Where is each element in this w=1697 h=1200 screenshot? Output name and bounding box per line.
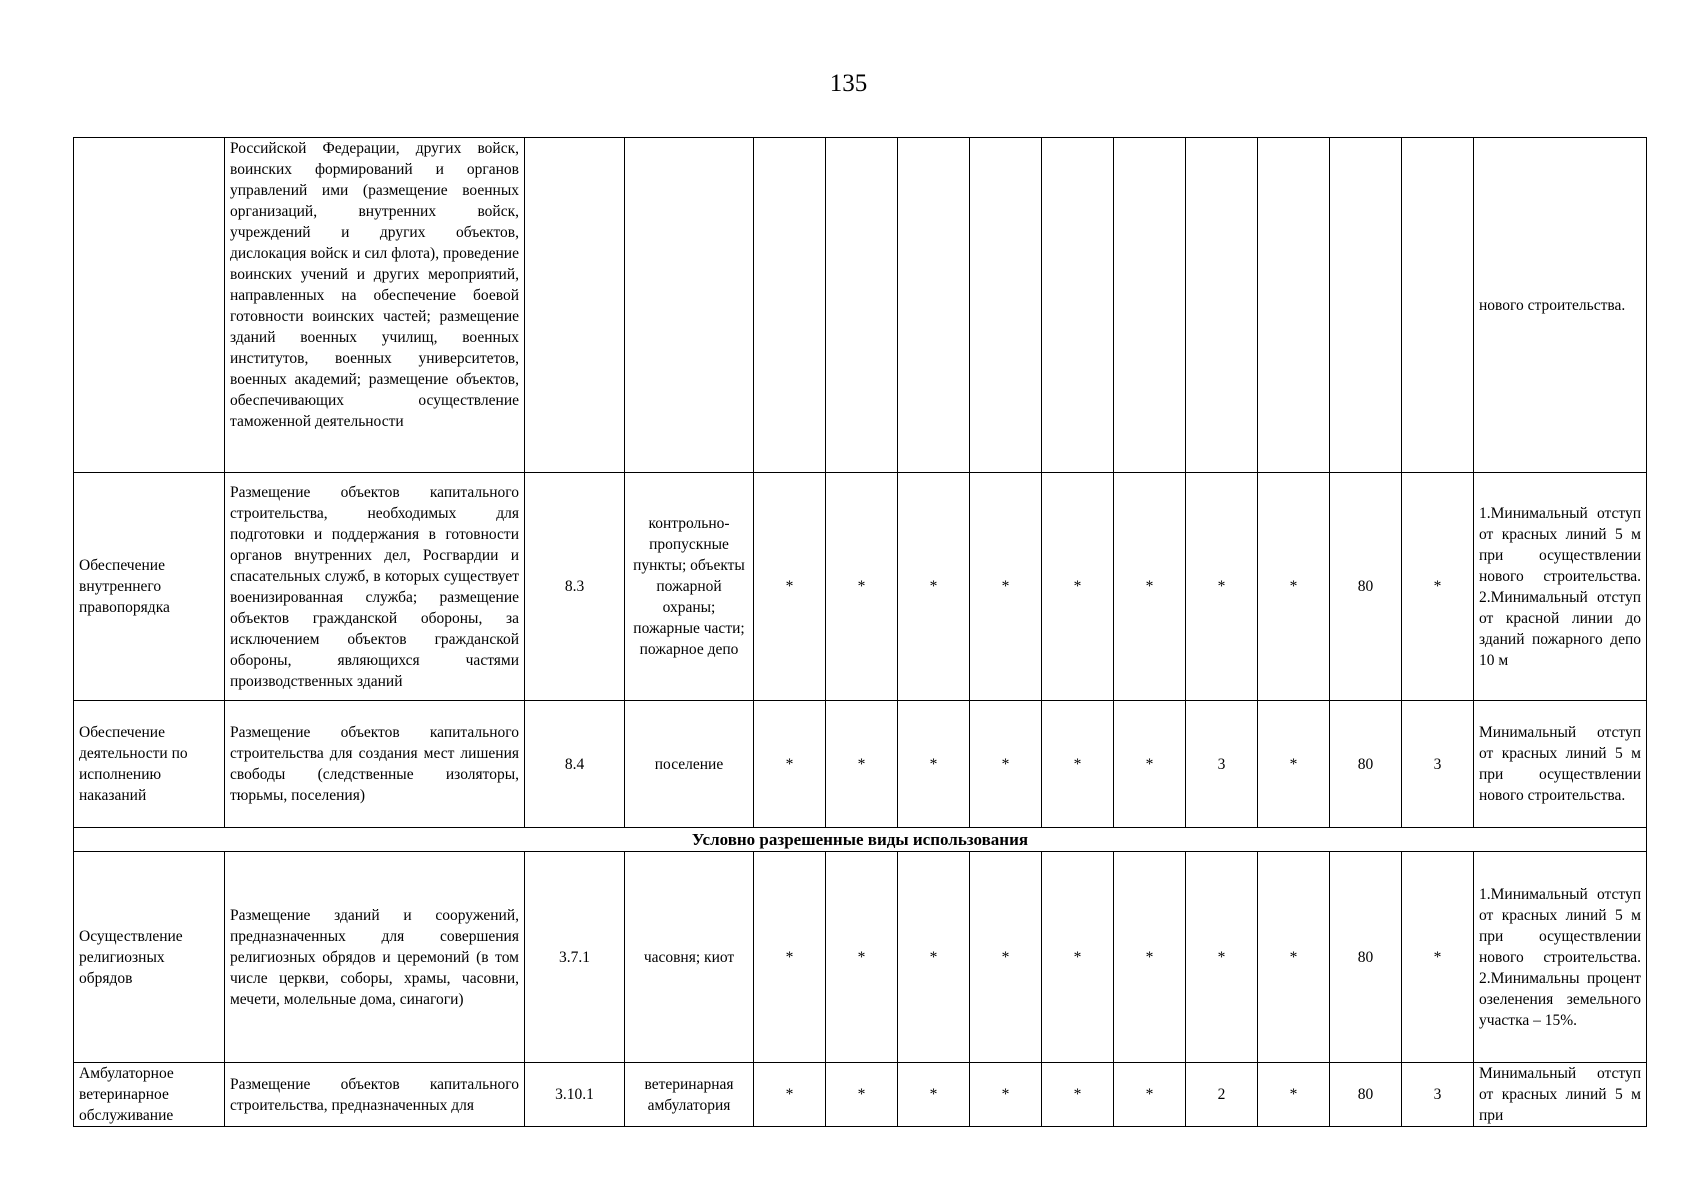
land-use-code: 8.4	[525, 701, 625, 828]
param-value: *	[754, 701, 826, 828]
param-value: *	[1114, 473, 1186, 701]
land-use-description: Размещение объектов капитального строительства, необходимых для подготовки и поддержания в готовности органов внутренних дел, Росгвардии и спасательных служб, в которых существует военизированная служба; размещение объектов гражданской обороны, за исключением объектов гражданской обороны, являющихся частями производственных зданий	[225, 473, 525, 701]
param-value: *	[1186, 852, 1258, 1063]
param-value: *	[754, 852, 826, 1063]
param-value: 3	[1402, 701, 1474, 828]
param-value: *	[898, 473, 970, 701]
land-use-code: 8.3	[525, 473, 625, 701]
land-use-name: Обеспечение внутреннего правопорядка	[74, 473, 225, 701]
param-value: *	[826, 1063, 898, 1127]
param-value: 3	[1402, 1063, 1474, 1127]
restriction-note: Минимальный отступ от красных линий 5 м при осуществлении нового строительства.	[1474, 701, 1647, 828]
land-use-description: Размещение объектов капитального строительства для создания мест лишения свободы (следственные изоляторы, тюрьмы, поселения)	[225, 701, 525, 828]
param-value	[1042, 138, 1114, 473]
param-value: *	[1186, 473, 1258, 701]
land-use-description: Размещение объектов капитального строительства, предназначенных для	[225, 1063, 525, 1127]
param-value: *	[970, 1063, 1042, 1127]
param-value: *	[1042, 852, 1114, 1063]
param-value: *	[1042, 473, 1114, 701]
zoning-regulations-table	[73, 137, 1647, 1127]
table-row	[74, 701, 1647, 828]
param-value: *	[970, 473, 1042, 701]
param-value: *	[1258, 1063, 1330, 1127]
land-use-description: Российской Федерации, других войск, воинских формирований и органов управлений ими (размещение военных организаций, внутренних войск, учреждений и других объектов, дислокация войск и сил флота), проведение воинских учений и других мероприятий, направленных на обеспечение боевой готовности воинских частей; размещение зданий военных училищ, военных институтов, военных университетов, военных академий; размещение объектов, обеспечивающих осуществление таможенной деятельности	[225, 138, 525, 473]
param-value	[970, 138, 1042, 473]
param-value: *	[826, 701, 898, 828]
param-value: 2	[1186, 1063, 1258, 1127]
param-value: *	[1402, 473, 1474, 701]
land-use-description: Размещение зданий и сооружений, предназначенных для совершения религиозных обрядов и церемоний (в том числе церкви, соборы, храмы, часовни, мечети, молельные дома, синагоги)	[225, 852, 525, 1063]
restriction-note: нового строительства.	[1474, 138, 1647, 473]
param-value: *	[826, 473, 898, 701]
param-value: 80	[1330, 852, 1402, 1063]
land-use-code	[525, 138, 625, 473]
param-value: *	[1258, 473, 1330, 701]
param-value	[1402, 138, 1474, 473]
param-value: *	[754, 1063, 826, 1127]
param-value: 3	[1186, 701, 1258, 828]
param-value	[826, 138, 898, 473]
land-use-name: Амбулаторное ветеринарное обслуживание	[74, 1063, 225, 1127]
restriction-note: 1.Минимальный отступ от красных линий 5 м при осуществлении нового строительства. 2.Минимальны процент озеленения земельного участка – 15%.	[1474, 852, 1647, 1063]
param-value: 80	[1330, 701, 1402, 828]
land-use-code: 3.7.1	[525, 852, 625, 1063]
permitted-objects: часовня; киот	[625, 852, 754, 1063]
param-value	[754, 138, 826, 473]
param-value: *	[898, 852, 970, 1063]
land-use-name	[74, 138, 225, 473]
land-use-name: Осуществление религиозных обрядов	[74, 852, 225, 1063]
param-value: *	[1258, 701, 1330, 828]
param-value	[1258, 138, 1330, 473]
table-row	[74, 138, 1647, 473]
param-value: *	[970, 701, 1042, 828]
table-row	[74, 1063, 1647, 1127]
param-value: *	[754, 473, 826, 701]
param-value: *	[898, 1063, 970, 1127]
param-value: *	[970, 852, 1042, 1063]
param-value: *	[898, 701, 970, 828]
param-value: *	[1402, 852, 1474, 1063]
restriction-note: Минимальный отступ от красных линий 5 м при	[1474, 1063, 1647, 1127]
land-use-name: Обеспечение деятельности по исполнению наказаний	[74, 701, 225, 828]
param-value	[1186, 138, 1258, 473]
land-use-code: 3.10.1	[525, 1063, 625, 1127]
param-value: 80	[1330, 1063, 1402, 1127]
param-value: 80	[1330, 473, 1402, 701]
permitted-objects: поселение	[625, 701, 754, 828]
param-value: *	[1042, 701, 1114, 828]
page-number: 135	[829, 70, 868, 97]
section-header-row	[74, 828, 1647, 852]
table-row	[74, 473, 1647, 701]
param-value: *	[1114, 852, 1186, 1063]
param-value: *	[1258, 852, 1330, 1063]
permitted-objects: контрольно-пропускные пункты; объекты пожарной охраны; пожарные части; пожарное депо	[625, 473, 754, 701]
param-value: *	[1114, 701, 1186, 828]
param-value	[1114, 138, 1186, 473]
restriction-note: 1.Минимальный отступ от красных линий 5 м при осуществлении нового строительства. 2.Минимальный отступ от красной линии до зданий пожарного депо 10 м	[1474, 473, 1647, 701]
param-value	[1330, 138, 1402, 473]
table-row	[74, 852, 1647, 1063]
section-title: Условно разрешенные виды использования	[74, 828, 1647, 852]
param-value: *	[1042, 1063, 1114, 1127]
param-value: *	[1114, 1063, 1186, 1127]
permitted-objects	[625, 138, 754, 473]
param-value: *	[826, 852, 898, 1063]
param-value	[898, 138, 970, 473]
permitted-objects: ветеринарная амбулатория	[625, 1063, 754, 1127]
